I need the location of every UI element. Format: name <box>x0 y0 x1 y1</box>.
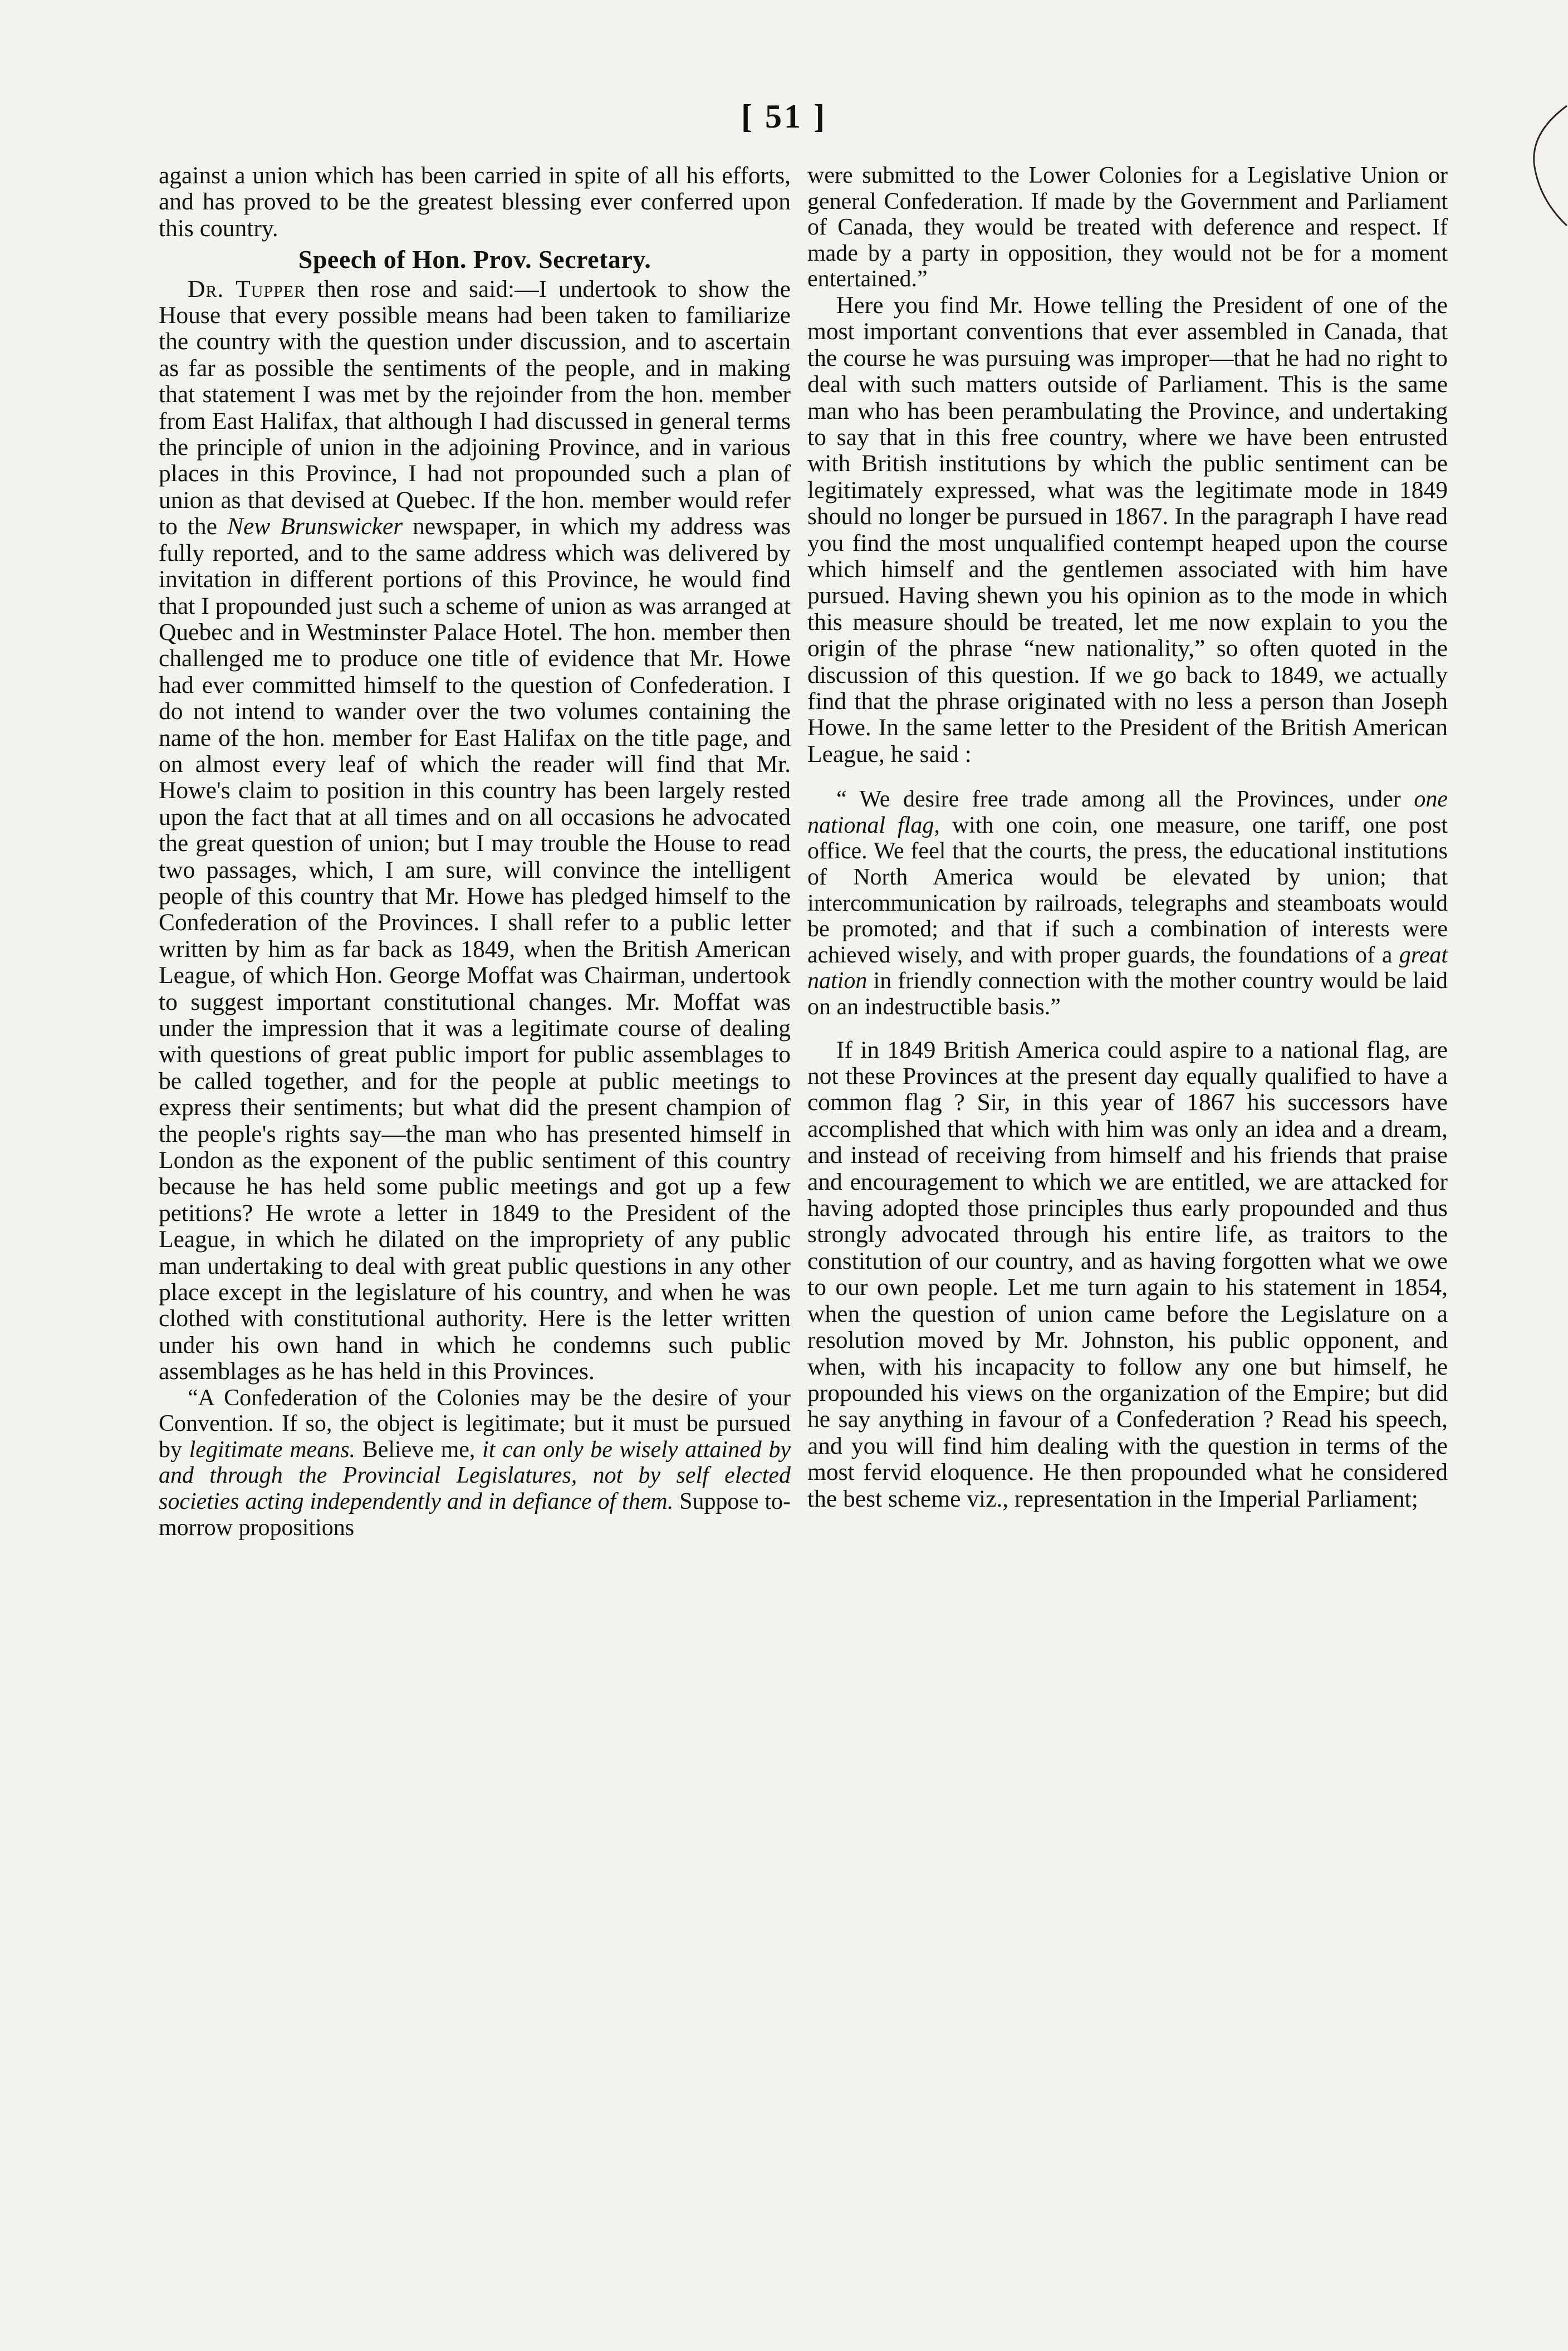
letter-quote-continuation: were submitted to the Lower Colonies for a Legislative Union or general Confederation. If made by the Government and Parliament of Canada, they would be treated with deference and respect. If made by a party in opposition, they would not be for a moment entertained.” <box>807 163 1448 292</box>
quote-text: “ We desire free trade among all the Provinces, under <box>836 786 1414 813</box>
quote-emphasis: one national flag, <box>807 786 1448 838</box>
block-quote-text <box>807 786 1448 1020</box>
speech-paragraph: Here you find Mr. Howe telling the President of one of the most important conventions that ever assembled in Canada, that the course he was pursuing was improper—that he had no right to deal with such matters outside of Parliament. This is the same man who has been perambulating the Province, and undertaking to say that in this free country, where we have been entrusted with British institutions by which the public sentiment can be legitimately expressed, what was the legitimate mode in 1849 should no longer be pursued in 1867. In the paragraph I have read you find the most unqualified contempt heaped upon the course which himself and the gentlemen associated with him have pursued. Having shewn you his opinion as to the mode in which this measure should be treated, let me now explain to you the origin of the phrase “new nationality,” so often quoted in the discussion of this question. If we go back to 1849, we actually find that the phrase originated with no less a person than Joseph Howe. In the same letter to the President of the British American League, he said : <box>807 291 1448 768</box>
quote-emphasis: it can only be wisely attained by and through the Provincial Legislatures, not by self elected societies acting independently and in defiance of them. <box>159 1436 791 1515</box>
quote-emphasis: great nation <box>807 942 1448 994</box>
left-column <box>159 163 791 1541</box>
quote-text: Suppose to-morrow propositions <box>159 1489 791 1541</box>
block-quote <box>807 786 1448 1020</box>
page-edge-curl <box>1518 100 1568 228</box>
speech-text-continued: newspaper, in which my address was fully reported, and to the same address which was delivered by invitation in different portions of this Province, he would find that I propounded just such a scheme of union as was arranged at Quebec and in Westminster Palace Hotel. The hon. member then challenged me to produce one title of evidence that Mr. Howe had ever committed himself to the question of Confederation. I do not intend to wander over the two volumes containing the name of the hon. member for East Halifax on the title page, and on almost every leaf of which the reader will find that Mr. Howe's claim to position in this country has been largely rested upon the fact that at all times and on all occasions he advocated the great question of union; but I may trouble the House to read two passages, which, I am sure, will convince the intelligent people of this country that Mr. Howe has pledged himself to the Confederation of the Provinces. I shall refer to a public letter written by him as far back as 1849, when the British American League, of which Hon. George Moffat was Chairman, undertook to suggest important constitutional changes. Mr. Moffat was under the impression that it was a legitimate course of dealing with questions of great public import for public assemblages to be called together, and for the people at public meetings to express their sentiments; but what did the present champion of the people's rights say—the man who has presented himself in London as the exponent of the public sentiment of this country because he has held some public meetings and got up a few petitions? He wrote a letter in 1849 to the President of the League, in which he dilated on the impropriety of any public man undertaking to deal with great public questions in any other place except in the legislature of his country, and when he was clothed with constitutional authority. Here is the letter written under his own hand in which he condemns such public assemblages as he has held in this Provinces. <box>159 513 791 1385</box>
page-number: [ 51 ] <box>741 98 827 135</box>
speech-paragraph <box>159 276 791 1385</box>
quote-text: with one coin, one measure, one tariff, one post office. We feel that the courts, the press, the educational institutions of North America would be elevated by union; that intercommunication by railroads, telegraphs and steamboats would be promoted; and that if such a combination of interests were achieved wisely, and with proper guards, the foundations of a <box>807 812 1448 968</box>
speech-paragraph: If in 1849 British America could aspire to a national flag, are not these Provinces at the present day equally qualified to have a common flag ? Sir, in this year of 1867 his successors have accomplished that which with him was only an idea and a dream, and instead of receiving from himself and his friends that praise and encouragement to which we are entitled, we are attacked for having adopted those principles thus early propounded and thus strongly advocated through his entire life, as traitors to the constitution of our country, and as having forgotten what we owe to our own people. Let me turn again to his statement in 1854, when the question of union came before the Legislature on a resolution moved by Mr. Johnston, his public opponent, and when, with his incapacity to follow any one but himself, he propounded his views on the organization of the Empire; but did he say anything in favour of a Confederation ? Read his speech, and you will find him dealing with the question in terms of the most fervid eloquence. He then propounded what he considered the best scheme viz., representation in the Imperial Parliament; <box>807 1036 1448 1512</box>
speaker-name: Dr. Tupper <box>188 275 306 302</box>
letter-quote <box>159 1385 791 1541</box>
paragraph-continuation: against a union which has been carried in spite of all his efforts, and has proved to be the greatest blessing ever conferred upon this country. <box>159 162 791 242</box>
right-column <box>807 163 1448 1512</box>
quote-text: in friendly connection with the mother country would be laid on an indestructible basis.” <box>807 968 1448 1020</box>
newspaper-name: New Brunswicker <box>227 513 403 540</box>
quote-emphasis: legitimate means. <box>189 1436 356 1463</box>
speech-text: then rose and said:—I undertook to show the House that every possible means had been taken to familiarize the country with the question under discussion, and to ascertain as far as possible the sentiments of the people, and in making that statement I was met by the rejoinder from the hon. member from East Halifax, that although I had discussed in general terms the principle of union in the adjoining Province, and in various places in this Province, I had not propounded such a plan of union as that devised at Quebec. If the hon. member would refer to the <box>159 275 791 540</box>
quote-text: Believe me, <box>355 1436 483 1463</box>
section-heading: Speech of Hon. Prov. Secretary. <box>298 245 651 274</box>
quote-text: “A Confederation of the Colonies may be the desire of your Convention. If so, the object is legitimate; but it must be pursued by <box>159 1385 791 1463</box>
